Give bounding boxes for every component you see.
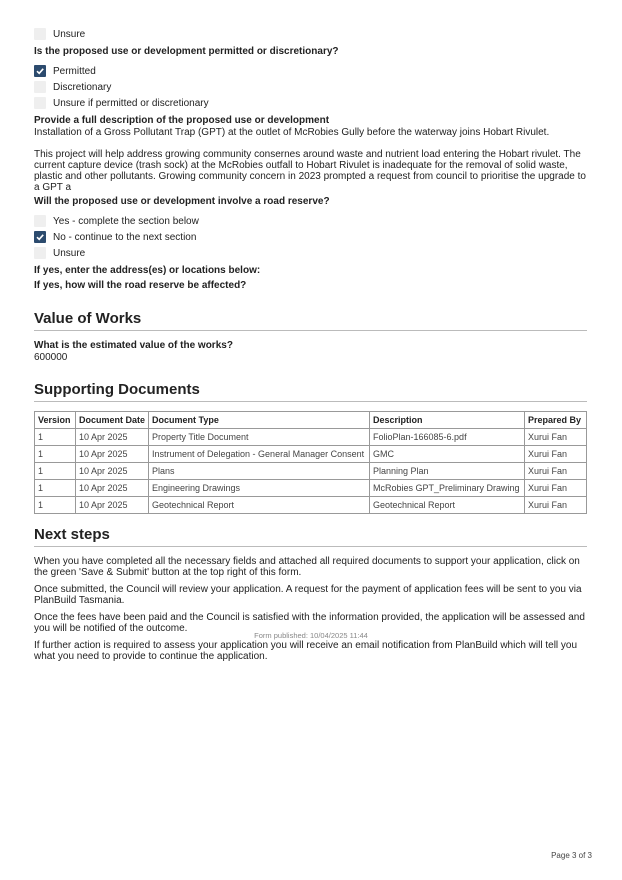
checkbox[interactable] xyxy=(34,97,46,109)
option-label: Unsure xyxy=(53,28,86,40)
cell: 10 Apr 2025 xyxy=(76,497,149,514)
cell: Xurui Fan xyxy=(525,429,587,446)
option-label: Discretionary xyxy=(53,81,112,93)
cell: 1 xyxy=(35,429,76,446)
form-page xyxy=(34,26,587,668)
checkbox-checked[interactable] xyxy=(34,231,46,243)
cell: Geotechnical Report xyxy=(149,497,370,514)
cell: Xurui Fan xyxy=(525,497,587,514)
table-header-row xyxy=(35,412,587,429)
question-road-reserve: Will the proposed use or development involve a road reserve? xyxy=(34,196,330,207)
question-description: Provide a full description of the proposed use or development xyxy=(34,115,330,126)
cell: 1 xyxy=(35,497,76,514)
column-header: Version xyxy=(35,412,76,429)
checkbox[interactable] xyxy=(34,28,46,40)
option-road-no[interactable] xyxy=(34,229,587,245)
question-permitted: Is the proposed use or development permitted or discretionary? xyxy=(34,46,339,57)
table-row xyxy=(35,480,587,497)
cell: 1 xyxy=(35,463,76,480)
road-followup-affected: If yes, how will the road reserve be affected? xyxy=(34,280,247,291)
description-line-2: This project will help address growing community consernes around waste and nutrient load entering the Hobart rivulet. The current capture device (trash sock) at the McRobies outfall to Hobart Rivulet is inadequate for the removal of solid waste, plastic and other pollutants. Growing community concern in 2023 prompted a request from council to prioritise the upgrade to a GPT a xyxy=(34,149,586,193)
option-label: No - continue to the next section xyxy=(53,231,197,243)
cell: McRobies GPT_Preliminary Drawing xyxy=(370,480,525,497)
option-road-unsure[interactable] xyxy=(34,245,587,261)
page-number: Page 3 of 3 xyxy=(551,851,592,860)
next-steps-paragraph: Once submitted, the Council will review your application. A request for the payment of application fees will be sent to you via PlanBuild Tasmania. xyxy=(34,584,582,606)
cell: Property Title Document xyxy=(149,429,370,446)
table-row xyxy=(35,429,587,446)
option-label: Unsure xyxy=(53,247,86,259)
cell: Plans xyxy=(149,463,370,480)
cell: 10 Apr 2025 xyxy=(76,429,149,446)
checkbox[interactable] xyxy=(34,215,46,227)
checkbox[interactable] xyxy=(34,247,46,259)
section-heading-documents: Supporting Documents xyxy=(34,381,587,402)
checkmark-icon xyxy=(35,232,45,242)
column-header: Prepared By xyxy=(525,412,587,429)
cell: Engineering Drawings xyxy=(149,480,370,497)
next-steps-paragraph: Once the fees have been paid and the Council is satisfied with the information provided, the application will be assessed and you will be notified of the outcome. xyxy=(34,612,585,634)
cell: Xurui Fan xyxy=(525,463,587,480)
table-row xyxy=(35,463,587,480)
option-label: Permitted xyxy=(53,65,96,77)
description-line-1: Installation of a Gross Pollutant Trap (GPT) at the outlet of McRobies Gully before the waterway joins Hobart Rivulet. xyxy=(34,127,550,138)
cell: 10 Apr 2025 xyxy=(76,446,149,463)
table-row xyxy=(35,497,587,514)
cell: Planning Plan xyxy=(370,463,525,480)
cell: Xurui Fan xyxy=(525,480,587,497)
documents-table xyxy=(34,411,587,514)
cell: Xurui Fan xyxy=(525,446,587,463)
section-heading-value: Value of Works xyxy=(34,310,587,331)
cell: Instrument of Delegation - General Manager Consent xyxy=(149,446,370,463)
checkbox-checked[interactable] xyxy=(34,65,46,77)
option-label: Yes - complete the section below xyxy=(53,215,199,227)
column-header: Document Date xyxy=(76,412,149,429)
value-answer: 600000 xyxy=(34,352,68,363)
table-row xyxy=(35,446,587,463)
checkbox[interactable] xyxy=(34,81,46,93)
road-followup-address: If yes, enter the address(es) or locations below: xyxy=(34,265,261,276)
cell: 10 Apr 2025 xyxy=(76,480,149,497)
option-road-yes[interactable] xyxy=(34,213,587,229)
column-header: Document Type xyxy=(149,412,370,429)
checkmark-icon xyxy=(35,66,45,76)
option-unsure-top[interactable] xyxy=(34,26,587,42)
section-heading-next-steps: Next steps xyxy=(34,526,587,547)
cell: FolioPlan-166085-6.pdf xyxy=(370,429,525,446)
option-discretionary[interactable] xyxy=(34,79,587,95)
next-steps-paragraph: If further action is required to assess your application you will receive an email notification from PlanBuild which will tell you what you need to provide to continue the application. xyxy=(34,640,578,662)
question-value: What is the estimated value of the works? xyxy=(34,340,233,351)
cell: Geotechnical Report xyxy=(370,497,525,514)
option-label: Unsure if permitted or discretionary xyxy=(53,97,209,109)
cell: 10 Apr 2025 xyxy=(76,463,149,480)
next-steps-paragraph: When you have completed all the necessary fields and attached all required documents to support your application, click on the green 'Save & Submit' button at the top right of this form. xyxy=(34,556,580,578)
column-header: Description xyxy=(370,412,525,429)
option-permitted[interactable] xyxy=(34,63,587,79)
option-unsure-permitted[interactable] xyxy=(34,95,587,111)
cell: 1 xyxy=(35,480,76,497)
cell: GMC xyxy=(370,446,525,463)
form-published-footer: Form published: 10/04/2025 11:44 xyxy=(254,631,368,640)
cell: 1 xyxy=(35,446,76,463)
